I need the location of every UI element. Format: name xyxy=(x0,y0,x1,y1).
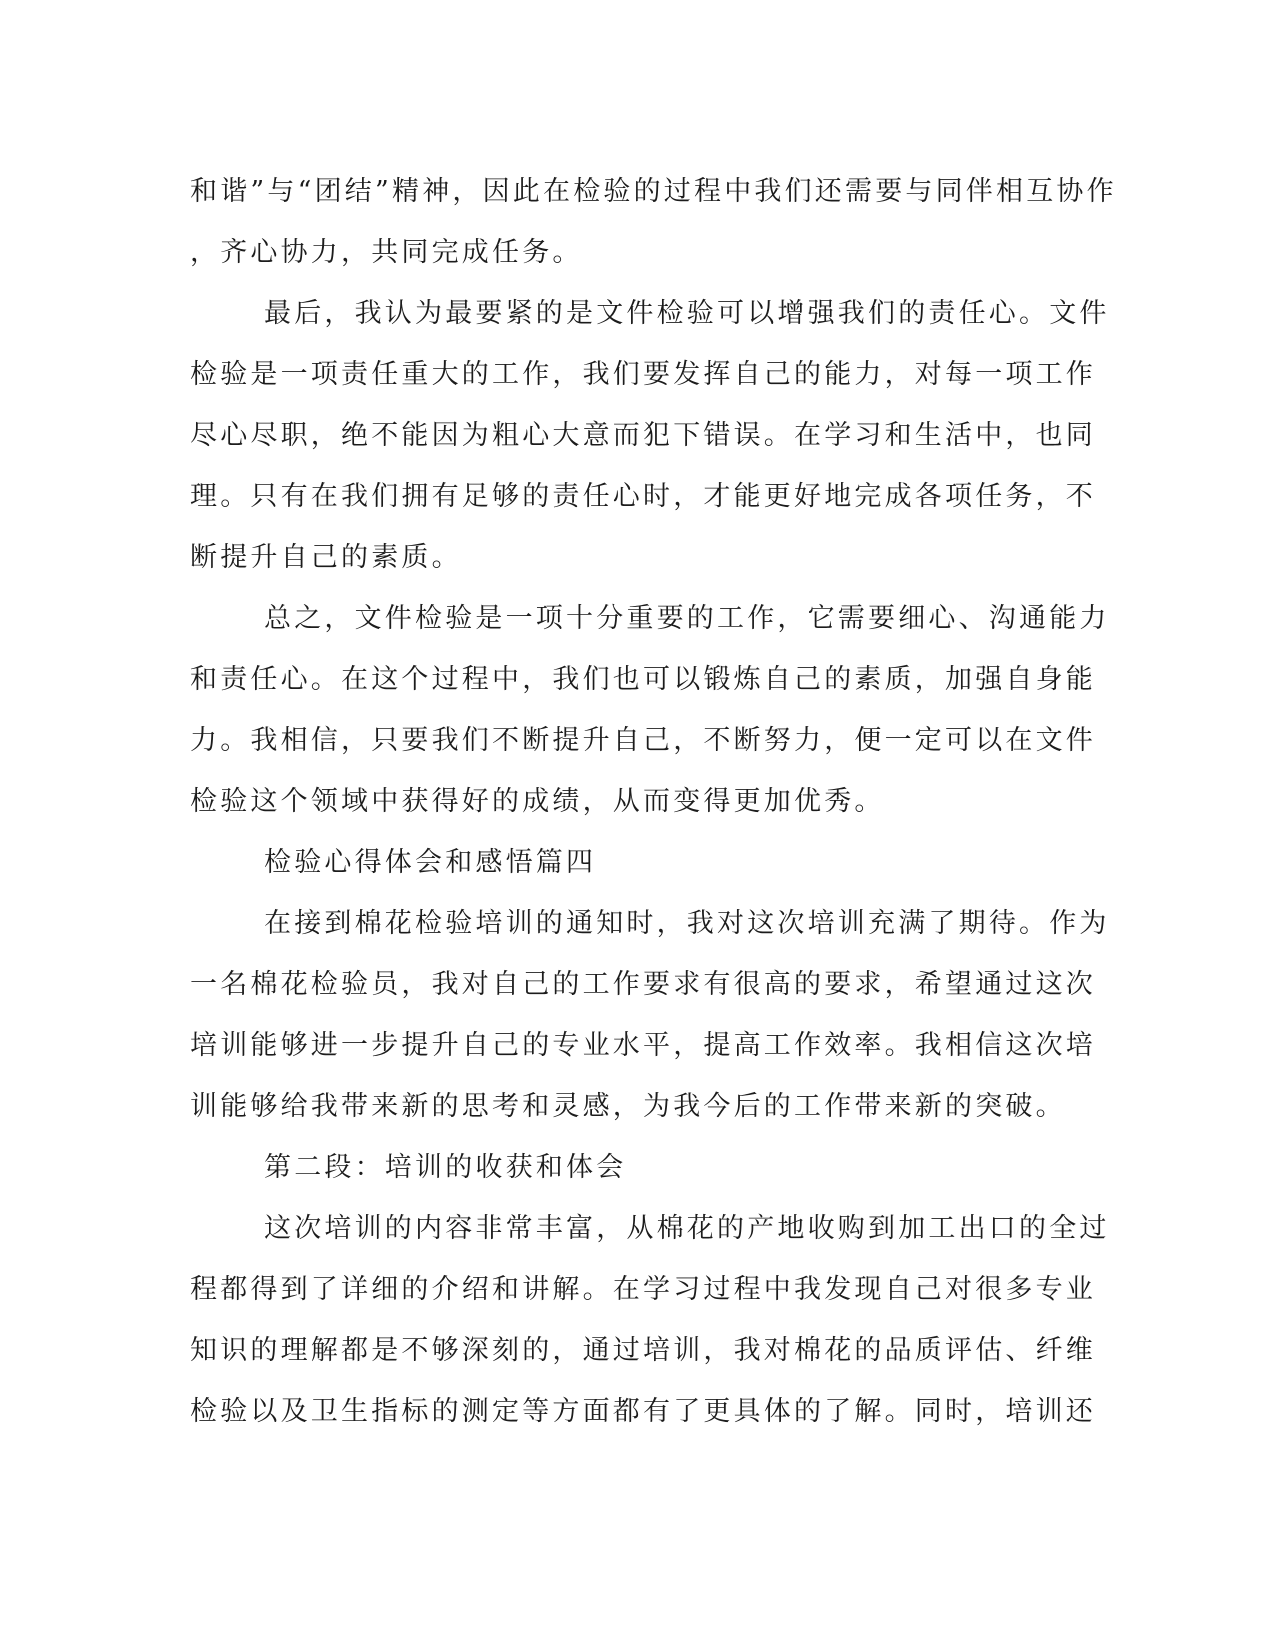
text-line: 和责任心。在这个过程中，我们也可以锻炼自己的素质，加强自身能 xyxy=(190,664,1096,695)
text-line: 检验以及卫生指标的测定等方面都有了更具体的了解。同时，培训还 xyxy=(190,1396,1096,1427)
text-line: 知识的理解都是不够深刻的，通过培训，我对棉花的品质评估、纤维 xyxy=(190,1335,1096,1366)
text-line: 培训能够进一步提升自己的专业水平，提高工作效率。我相信这次培 xyxy=(190,1030,1096,1061)
text-line: 一名棉花检验员，我对自己的工作要求有很高的要求，希望通过这次 xyxy=(190,969,1096,1000)
text-line: 程都得到了详细的介绍和讲解。在学习过程中我发现自己对很多专业 xyxy=(190,1274,1096,1305)
paragraph-start-line: 这次培训的内容非常丰富，从棉花的产地收购到加工出口的全过 xyxy=(264,1213,1110,1244)
paragraph-start-line: 总之，文件检验是一项十分重要的工作，它需要细心、沟通能力 xyxy=(264,603,1110,634)
text-line: 尽心尽职，绝不能因为粗心大意而犯下错误。在学习和生活中，也同 xyxy=(190,420,1096,451)
text-line: 检验是一项责任重大的工作，我们要发挥自己的能力，对每一项工作 xyxy=(190,359,1096,390)
text-line: 和谐”与“团结”精神，因此在检验的过程中我们还需要与同伴相互协作 xyxy=(190,176,1117,207)
body-text xyxy=(190,161,1117,1442)
paragraph-start-line: 在接到棉花检验培训的通知时，我对这次培训充满了期待。作为 xyxy=(264,908,1110,939)
text-line: 检验这个领域中获得好的成绩，从而变得更加优秀。 xyxy=(190,786,885,817)
text-line: ，齐心协力，共同完成任务。 xyxy=(190,237,583,268)
text-line: 力。我相信，只要我们不断提升自己，不断努力，便一定可以在文件 xyxy=(190,725,1096,756)
text-line: 训能够给我带来新的思考和灵感，为我今后的工作带来新的突破。 xyxy=(190,1091,1066,1122)
text-line: 理。只有在我们拥有足够的责任心时，才能更好地完成各项任务，不 xyxy=(190,481,1096,512)
section-heading: 第二段：培训的收获和体会 xyxy=(264,1152,627,1183)
section-heading: 检验心得体会和感悟篇四 xyxy=(264,847,597,878)
text-line: 断提升自己的素质。 xyxy=(190,542,462,573)
paragraph-start-line: 最后，我认为最要紧的是文件检验可以增强我们的责任心。文件 xyxy=(264,298,1110,329)
